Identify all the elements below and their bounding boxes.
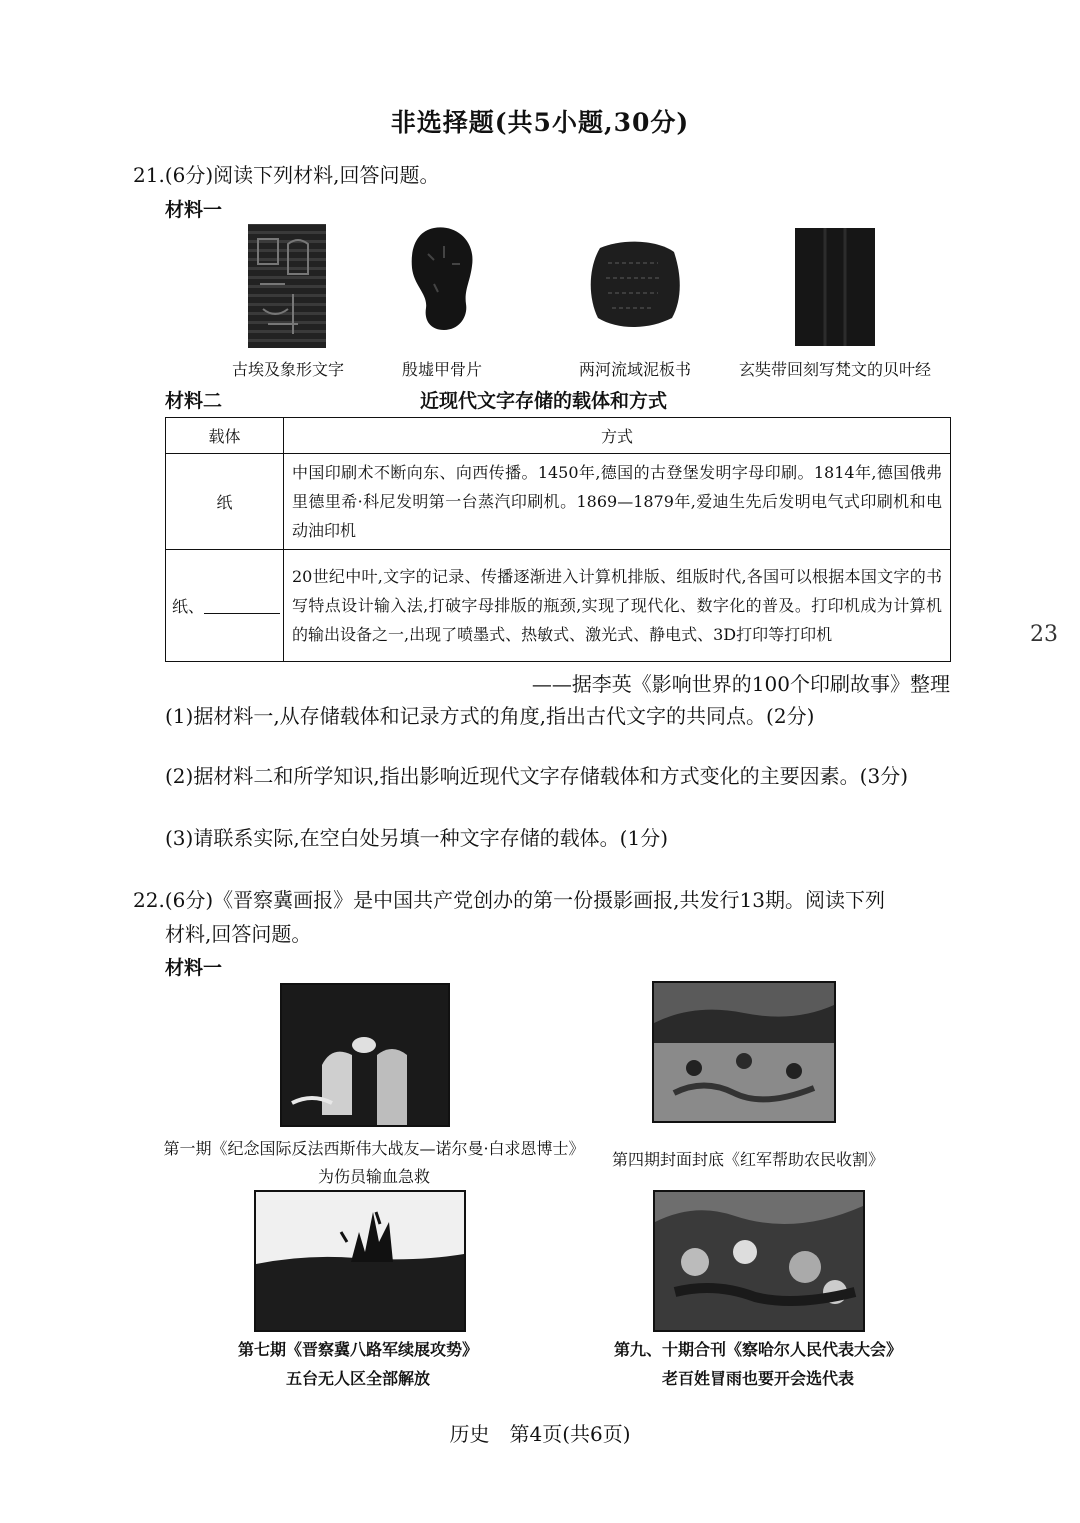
row2-carrier bbox=[166, 550, 284, 662]
photo-caption-1 bbox=[150, 1135, 598, 1191]
q21-material1-label: 材料一 bbox=[165, 199, 223, 221]
page-footer: 历史 第4页(共6页) bbox=[449, 1422, 631, 1446]
photo-bethune-transfusion bbox=[280, 983, 450, 1127]
photo-chahar-congress bbox=[653, 1190, 865, 1332]
row2-method: 20世纪中叶,文字的记录、传播逐渐进入计算机排版、组版时代,各国可以根据本国文字的书写特点设计输入法,打破字母排版的瓶颈,实现了现代化、数字化的普及。打印机成为计算机的输出设备之一,出现了喷墨式、热敏式、激光式、静电式、3D打印等打印机 bbox=[284, 550, 951, 662]
table-row bbox=[166, 550, 951, 662]
photo-caption-3-line1: 第七期《晋察冀八路军续展攻势》 bbox=[237, 1340, 478, 1359]
photo-caption-3 bbox=[200, 1335, 516, 1393]
photo-caption-1-line2: 为伤员输血急救 bbox=[317, 1167, 430, 1186]
image-caption-4: 玄奘带回刻写梵文的贝叶经 bbox=[738, 360, 931, 379]
image-caption-1: 古埃及象形文字 bbox=[231, 360, 344, 379]
photo-caption-4 bbox=[598, 1335, 918, 1393]
row1-carrier: 纸 bbox=[166, 454, 284, 550]
clay-tablet-image bbox=[588, 238, 682, 330]
q22-stem-line1: 22.(6分)《晋察冀画报》是中国共产党创办的第一份摄影画报,共发行13期。阅读下列 bbox=[133, 888, 885, 912]
row2-carrier-text: 纸、 bbox=[172, 597, 205, 616]
header-carrier: 载体 bbox=[166, 418, 284, 454]
answer-blank[interactable] bbox=[204, 613, 280, 614]
table-source: ——据李英《影响世界的100个印刷故事》整理 bbox=[531, 672, 950, 696]
section-title: 非选择题(共5小题,30分) bbox=[390, 108, 690, 137]
palm-leaf-sutra-image bbox=[795, 228, 875, 346]
q21-material2-label: 材料二 bbox=[165, 390, 223, 412]
image-caption-2: 殷墟甲骨片 bbox=[401, 360, 482, 379]
photo-eighth-route-offensive bbox=[254, 1190, 466, 1332]
header-method: 方式 bbox=[284, 418, 951, 454]
table-title: 近现代文字存储的载体和方式 bbox=[420, 390, 668, 412]
q21-sub3: (3)请联系实际,在空白处另填一种文字存储的载体。(1分) bbox=[165, 826, 669, 850]
row1-method: 中国印刷术不断向东、向西传播。1450年,德国的古登堡发明字母印刷。1814年,德国俄弗里德里希·科尼发明第一台蒸汽印刷机。1869—1879年,爱迪生先后发明电气式印刷机和电动油印机 bbox=[284, 454, 951, 550]
side-page-number: 23 bbox=[1030, 622, 1058, 647]
q22-stem-line2: 材料,回答问题。 bbox=[165, 922, 312, 946]
photo-caption-4-line1: 第九、十期合刊《察哈尔人民代表大会》 bbox=[613, 1340, 902, 1359]
table-header-row bbox=[166, 418, 951, 454]
photo-red-army-harvest bbox=[652, 981, 836, 1123]
photo-caption-1-line1: 第一期《纪念国际反法西斯伟大战友—诺尔曼·白求恩博士》 bbox=[163, 1139, 585, 1158]
photo-caption-2: 第四期封面封底《红军帮助农民收割》 bbox=[611, 1150, 884, 1169]
q21-stem: 21.(6分)阅读下列材料,回答问题。 bbox=[133, 163, 440, 187]
table-row bbox=[166, 454, 951, 550]
carrier-method-table bbox=[165, 417, 951, 662]
photo-caption-4-line2: 老百姓冒雨也要开会选代表 bbox=[661, 1369, 854, 1388]
q21-sub1: (1)据材料一,从存储载体和记录方式的角度,指出古代文字的共同点。(2分) bbox=[165, 704, 815, 728]
photo-caption-3-line2: 五台无人区全部解放 bbox=[285, 1369, 430, 1388]
oracle-bone-image bbox=[404, 224, 480, 334]
egyptian-hieroglyph-image bbox=[248, 224, 326, 348]
q22-material1-label: 材料一 bbox=[165, 957, 223, 979]
image-caption-3: 两河流域泥板书 bbox=[578, 360, 691, 379]
q21-sub2: (2)据材料二和所学知识,指出影响近现代文字存储载体和方式变化的主要因素。(3分) bbox=[165, 764, 909, 788]
